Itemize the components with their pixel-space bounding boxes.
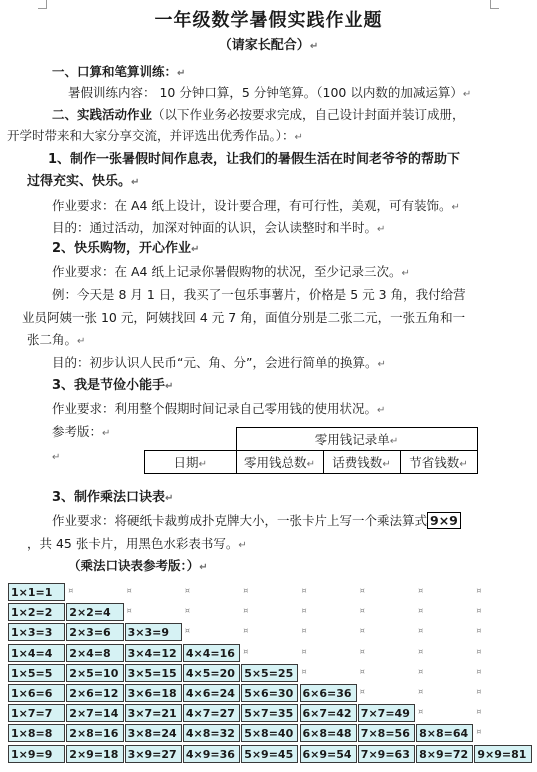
col-saved: 节省钱数↵ [400, 451, 477, 474]
multiplication-cell: 2×9=18 [66, 745, 123, 763]
multiplication-cell: 7×8=56 [358, 724, 415, 742]
empty-cell-mark: ¤ [301, 646, 307, 656]
empty-cell-mark: ¤ [359, 626, 365, 636]
multiplication-cell: 1×4=4 [8, 644, 65, 662]
empty-cell-mark: ¤ [126, 586, 132, 595]
item-1-requirement: 作业要求：在 A4 纸上设计，设计要合理，有可行性，美观，可有装饰。↵ [52, 198, 460, 213]
col-spent: 话费钱数↵ [323, 451, 400, 474]
col-date: 日期↵ [145, 451, 237, 474]
multiplication-cell: 9×9=81 [474, 745, 531, 763]
multiplication-cell: 4×6=24 [183, 684, 240, 702]
multiplication-cell: 2×5=10 [66, 664, 123, 682]
section-1-heading: 一、口算和笔算训练：↵ [52, 64, 186, 79]
item-2-title: 2、快乐购物，开心作业↵ [52, 241, 200, 256]
multiplication-cell: 1×3=3 [8, 623, 65, 641]
multiplication-cell: 3×3=9 [125, 623, 182, 641]
item-1-goal: 目的：通过活动，加深对钟面的认识，会认读整时和半时。↵ [52, 220, 386, 235]
multiplication-cell: 4×7=27 [183, 704, 240, 722]
empty-cell-mark: ¤ [243, 626, 249, 636]
multiplication-cell: 2×4=8 [66, 644, 123, 662]
empty-cell-mark: ¤ [243, 646, 249, 656]
multiplication-cell: 5×6=30 [241, 684, 298, 702]
empty-cell-mark: ¤ [418, 666, 424, 676]
empty-cell-mark: ¤ [243, 586, 249, 595]
multiplication-cell: 2×6=12 [66, 684, 123, 702]
multiplication-cell: 7×9=63 [358, 745, 415, 763]
empty-cell-mark: ¤ [476, 606, 482, 616]
empty-cell-mark: ¤ [184, 606, 190, 616]
multiplication-cell: 3×4=12 [125, 644, 182, 662]
pocket-money-caption: 零用钱记录单↵ [236, 428, 477, 451]
multiplication-cell: 1×9=9 [8, 745, 65, 763]
empty-cell-mark: ¤ [359, 687, 365, 696]
multiplication-cell: 5×7=35 [241, 704, 298, 722]
col-total: 零用钱总数↵ [236, 451, 323, 474]
multiplication-cell: 5×8=40 [241, 724, 298, 742]
empty-cell-mark: ¤ [476, 666, 482, 676]
empty-cell-mark: ¤ [418, 646, 424, 656]
empty-cell-mark: ¤ [184, 586, 190, 595]
empty-cell-mark: ¤ [301, 586, 307, 595]
empty-cell-mark: ¤ [418, 586, 424, 595]
multiplication-cell: 2×2=4 [66, 603, 123, 621]
multiplication-cell: 1×5=5 [8, 664, 65, 682]
multiplication-cell: 1×1=1 [8, 583, 65, 601]
empty-cell-mark: ¤ [418, 687, 424, 696]
empty-cell-mark: ¤ [184, 626, 190, 636]
multiplication-cell: 2×8=16 [66, 724, 123, 742]
multiplication-cell: 4×5=20 [183, 664, 240, 682]
multiplication-cell: 8×8=64 [416, 724, 473, 742]
multiplication-cell: 4×4=16 [183, 644, 240, 662]
item-2-requirement: 作业要求：在 A4 纸上记录你暑假购物的状况，至少记录三次。↵ [52, 264, 410, 279]
paragraph-mark: ↵ [52, 452, 61, 463]
item-4-requirement-cont: ，共 45 张卡片，用黑色水彩表书写。↵ [27, 536, 247, 551]
multiplication-cell: 3×5=15 [125, 664, 182, 682]
empty-cell-mark: ¤ [68, 586, 74, 595]
multiplication-cell: 4×8=32 [183, 724, 240, 742]
empty-cell-mark: ¤ [126, 606, 132, 616]
empty-cell-mark: ¤ [301, 626, 307, 636]
empty-cell-mark: ¤ [359, 666, 365, 676]
item-4-title: 3、制作乘法口诀表↵ [52, 490, 174, 505]
page-subtitle: （请家长配合）↵ [218, 38, 319, 53]
multiplication-cell: 6×9=54 [300, 745, 357, 763]
item-2-example: 例：今天是 8 月 1 日，我买了一包乐事薯片，价格是 5 元 3 角，我付给营 [52, 287, 466, 302]
item-4-requirement: 作业要求：将硬纸卡裁剪成扑克牌大小，一张卡片上写一个乘法算式 9×9 [52, 513, 461, 529]
multiplication-cell: 3×6=18 [125, 684, 182, 702]
empty-cell-mark: ¤ [476, 687, 482, 696]
multiplication-cell: 8×9=72 [416, 745, 473, 763]
multiplication-cell: 6×6=36 [300, 684, 357, 702]
multiplication-cell: 1×2=2 [8, 603, 65, 621]
empty-cell-mark: ¤ [359, 606, 365, 616]
empty-cell-mark: ¤ [476, 707, 482, 717]
item-3-reference-label: 参考版：↵ [52, 424, 111, 439]
empty-cell-mark: ¤ [359, 646, 365, 656]
boxed-example: 9×9 [427, 512, 461, 529]
empty-cell-mark: ¤ [301, 606, 307, 616]
empty-cell-mark: ¤ [476, 727, 482, 737]
item-2-example-end: 张二角。↵ [27, 332, 86, 347]
empty-cell-mark: ¤ [418, 626, 424, 636]
item-3-title: 3、我是节俭小能手↵ [52, 378, 174, 393]
multiplication-table-reference: （乘法口诀表参考版：）↵ [68, 558, 208, 573]
page-title: 一年级数学暑假实践作业题 [154, 10, 383, 31]
multiplication-cell: 1×7=7 [8, 704, 65, 722]
item-1-title-cont: 过得充实、快乐。↵ [27, 174, 140, 189]
multiplication-cell: 3×8=24 [125, 724, 182, 742]
multiplication-cell: 4×9=36 [183, 745, 240, 763]
multiplication-cell: 3×7=21 [125, 704, 182, 722]
multiplication-cell: 6×7=42 [300, 704, 357, 722]
empty-cell-mark: ¤ [243, 606, 249, 616]
item-3-requirement: 作业要求：利用整个假期时间记录自己零用钱的使用状况。↵ [52, 401, 386, 416]
multiplication-cell: 1×6=6 [8, 684, 65, 702]
empty-cell-mark: ¤ [476, 646, 482, 656]
section-2-intro: 二、实践活动作业（以下作业务必按要求完成，自己设计封面并装订成册， [52, 107, 465, 122]
multiplication-cell: 1×8=8 [8, 724, 65, 742]
empty-cell-mark: ¤ [359, 586, 365, 595]
empty-cell-mark: ¤ [476, 626, 482, 636]
multiplication-cell: 2×3=6 [66, 623, 123, 641]
multiplication-cell: 2×7=14 [66, 704, 123, 722]
section-2-intro-cont: 开学时带来和大家分享交流，并评选出优秀作品。）：↵ [7, 128, 303, 143]
empty-cell-mark: ¤ [301, 666, 307, 676]
pocket-money-table [144, 427, 478, 474]
section-1-body: 暑假训练内容： 10 分钟口算，5 分钟笔算。（100 以内数的加减运算）↵ [68, 85, 472, 100]
empty-cell-mark: ¤ [476, 586, 482, 595]
multiplication-cell: 6×8=48 [300, 724, 357, 742]
empty-cell-mark: ¤ [418, 707, 424, 717]
empty-cell-mark: ¤ [418, 606, 424, 616]
multiplication-cell: 7×7=49 [358, 704, 415, 722]
item-2-example-cont: 业员阿姨一张 10 元，阿姨找回 4 元 7 角，面值分别是二张二元，一张五角和一 [22, 310, 466, 325]
multiplication-cell: 3×9=27 [125, 745, 182, 763]
multiplication-cell: 5×5=25 [241, 664, 298, 682]
multiplication-cell: 5×9=45 [241, 745, 298, 763]
item-1-title: 1、制作一张暑假时间作息表，让我们的暑假生活在时间老爷爷的帮助下 [48, 152, 461, 167]
item-2-goal: 目的：初步认识人民币“元、角、分”，会进行简单的换算。↵ [52, 355, 386, 370]
